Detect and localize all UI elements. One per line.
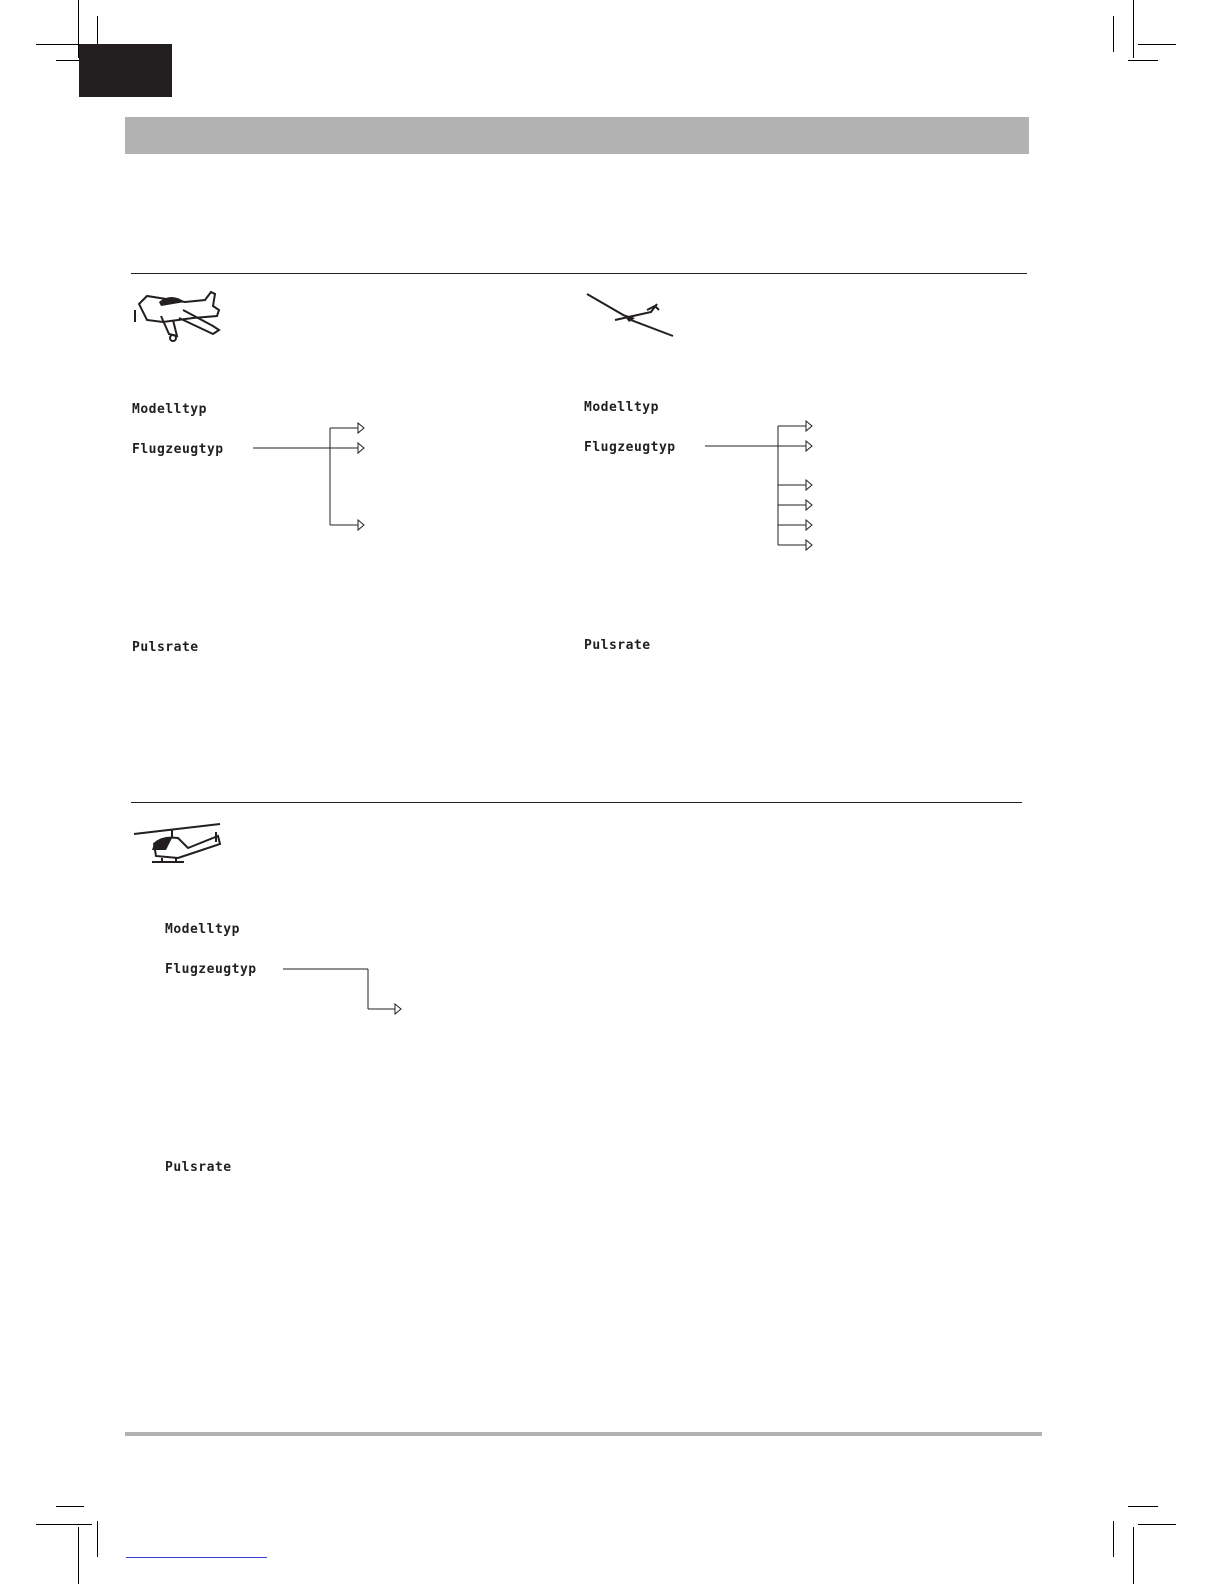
aircraft-type-connector xyxy=(280,960,410,1020)
aircraft-type-connector xyxy=(250,420,370,532)
crop-mark xyxy=(78,1527,79,1584)
crop-mark xyxy=(1128,60,1158,61)
aircraft-type-label: Flugzeugtyp xyxy=(132,442,224,457)
footer-link-underline xyxy=(126,1557,267,1558)
pulse-rate-label: Pulsrate xyxy=(584,638,651,653)
section-divider xyxy=(131,273,1027,274)
crop-mark xyxy=(1133,1527,1134,1584)
crop-mark xyxy=(1113,16,1114,52)
language-tab xyxy=(79,44,172,97)
helicopter-icon xyxy=(132,820,224,868)
aircraft-type-label: Flugzeugtyp xyxy=(584,440,676,455)
crop-mark xyxy=(56,1506,84,1507)
crop-mark xyxy=(1128,1506,1158,1507)
crop-mark xyxy=(1133,0,1134,58)
crop-mark xyxy=(36,1524,92,1525)
crop-mark xyxy=(97,1521,98,1557)
model-type-label: Modelltyp xyxy=(132,402,207,417)
aircraft-type-connector xyxy=(700,418,820,552)
glider-icon xyxy=(585,290,677,340)
crop-mark xyxy=(1138,44,1176,45)
section-divider xyxy=(131,802,1022,803)
crop-mark xyxy=(1113,1521,1114,1557)
section-header-bar xyxy=(125,117,1029,154)
airplane-icon xyxy=(133,290,223,344)
footer-rule xyxy=(125,1432,1042,1436)
model-type-label: Modelltyp xyxy=(584,400,659,415)
model-type-label: Modelltyp xyxy=(165,922,240,937)
aircraft-type-label: Flugzeugtyp xyxy=(165,962,257,977)
pulse-rate-label: Pulsrate xyxy=(132,640,199,655)
pulse-rate-label: Pulsrate xyxy=(165,1160,232,1175)
crop-mark xyxy=(1138,1524,1176,1525)
